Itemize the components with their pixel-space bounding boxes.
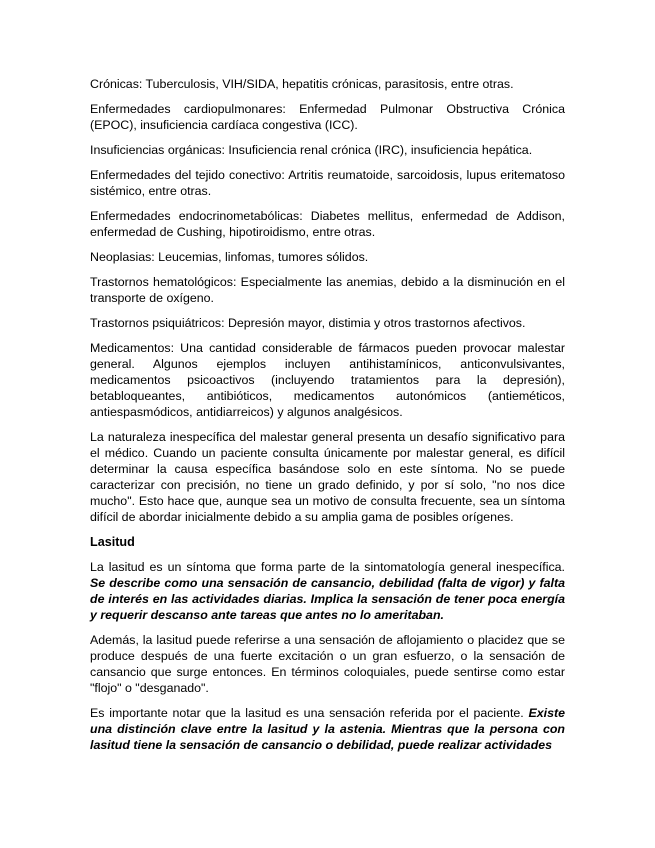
paragraph-neoplasias: Neoplasias: Leucemias, linfomas, tumores sólidos. [90,250,369,264]
paragraph-tejido-conectivo: Enfermedades del tejido conectivo: Artritis reumatoide, sarcoidosis, lupus eritematoso sistémico, entre otras. [90,168,565,198]
paragraph-lasitud-definicion [90,559,565,623]
document-page [90,76,565,762]
lasitud-definicion-text: La lasitud es un síntoma que forma parte de la sintomatología general inespecífica. [90,560,565,574]
paragraph-lasitud-ademas: Además, la lasitud puede referirse a una sensación de aflojamiento o placidez que se produce después de una fuerte excitación o un gran esfuerzo, o la sensación de cansancio que surge entonces. En términos coloquiales, puede sentirse como estar "flojo" o "desganado". [90,633,565,695]
section-heading-lasitud: Lasitud [90,535,135,549]
paragraph-endocrino: Enfermedades endocrinometabólicas: Diabetes mellitus, enfermedad de Addison, enfermedad de Cushing, hipotiroidismo, entre otras. [90,209,565,239]
paragraph-cronicas: Crónicas: Tuberculosis, VIH/SIDA, hepatitis crónicas, parasitosis, entre otras. [90,77,514,91]
lasitud-astenia-text: Es importante notar que la lasitud es una sensación referida por el paciente. [90,706,529,720]
lasitud-definicion-emphasis: Se describe como una sensación de cansancio, debilidad (falta de vigor) y falta de interés en las actividades diarias. Implica la sensación de tener poca energía y requerir descanso ante tareas que antes no lo ameritaban. [90,576,565,622]
paragraph-medicamentos: Medicamentos: Una cantidad considerable de fármacos pueden provocar malestar general. Algunos ejemplos incluyen antihistamínicos, anticonvulsivantes, medicamentos psicoactivos (incluyendo tratamientos para la depresión), betabloqueantes, antibióticos, medicamentos autonómicos (antieméticos, antiespasmódicos, antidiarreicos) y algunos analgésicos. [90,341,565,419]
paragraph-lasitud-astenia [90,705,565,753]
paragraph-insuficiencias: Insuficiencias orgánicas: Insuficiencia renal crónica (IRC), insuficiencia hepática. [90,143,533,157]
paragraph-psiquiatricos: Trastornos psiquiátricos: Depresión mayor, distimia y otros trastornos afectivos. [90,316,526,330]
paragraph-cardiopulmonares: Enfermedades cardiopulmonares: Enfermedad Pulmonar Obstructiva Crónica (EPOC), insuficiencia cardíaca congestiva (ICC). [90,102,565,132]
lasitud-astenia-emphasis: Existe una distinción clave entre la lasitud y la astenia. Mientras que la persona con lasitud tiene la sensación de cansancio o debilidad, puede realizar actividades [90,706,565,752]
paragraph-hematologicos: Trastornos hematológicos: Especialmente las anemias, debido a la disminución en el transporte de oxígeno. [90,275,565,305]
paragraph-naturaleza: La naturaleza inespecífica del malestar general presenta un desafío significativo para el médico. Cuando un paciente consulta únicamente por malestar general, es difícil determinar la causa específica basándose solo en este síntoma. No se puede caracterizar con precisión, no tiene un grado definido, y por sí solo, "no nos dice mucho". Esto hace que, aunque sea un motivo de consulta frecuente, sea un síntoma difícil de abordar inicialmente debido a su amplia gama de posibles orígenes. [90,430,565,524]
